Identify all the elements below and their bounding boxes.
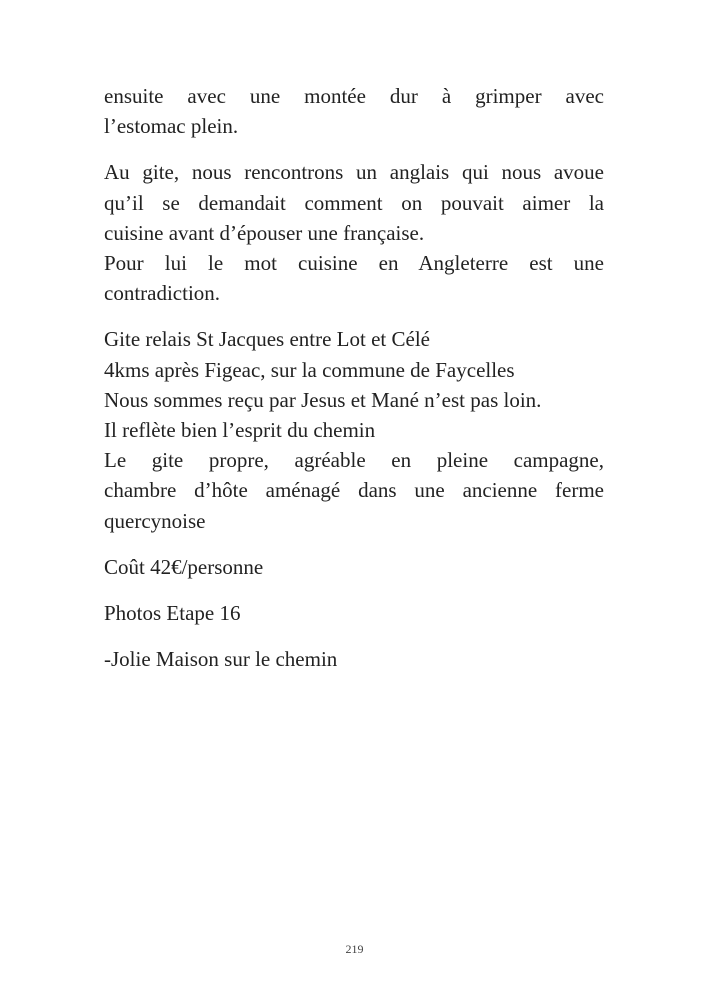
text-line: -Jolie Maison sur le chemin xyxy=(104,647,338,672)
text-line: Pour lui le mot cuisine en Angleterre est une xyxy=(104,251,604,276)
paragraph xyxy=(104,598,604,628)
page-number: 219 xyxy=(345,942,364,956)
text-line: qu’il se demandait comment on pouvait aimer la xyxy=(104,190,604,215)
paragraph xyxy=(104,81,604,141)
text-line: contradiction. xyxy=(104,281,221,306)
text-line: Photos Etape 16 xyxy=(104,601,241,626)
text-line: l’estomac plein. xyxy=(104,114,239,139)
text-line: 4kms après Figeac, sur la commune de Faycelles xyxy=(104,357,515,382)
text-line: Au gite, nous rencontrons un anglais qui nous avoue xyxy=(104,160,604,185)
text-line: Coût 42€/personne xyxy=(104,554,264,579)
paragraph xyxy=(104,324,604,535)
text-line: chambre d’hôte aménagé dans une ancienne ferme xyxy=(104,478,604,503)
paragraph xyxy=(104,552,604,582)
paragraph xyxy=(104,644,604,674)
text-line: ensuite avec une montée dur à grimper avec xyxy=(104,84,604,108)
text-line: quercynoise xyxy=(104,508,206,533)
text-line: cuisine avant d’épouser une française. xyxy=(104,220,425,245)
paragraph xyxy=(104,157,604,308)
body-text xyxy=(104,81,604,674)
text-line: Le gite propre, agréable en pleine campagne, xyxy=(104,448,604,473)
text-line: Gite relais St Jacques entre Lot et Célé xyxy=(104,327,430,352)
text-line: Il reflète bien l’esprit du chemin xyxy=(104,418,376,443)
text-line: Nous sommes reçu par Jesus et Mané n’est pas loin. xyxy=(104,387,542,412)
